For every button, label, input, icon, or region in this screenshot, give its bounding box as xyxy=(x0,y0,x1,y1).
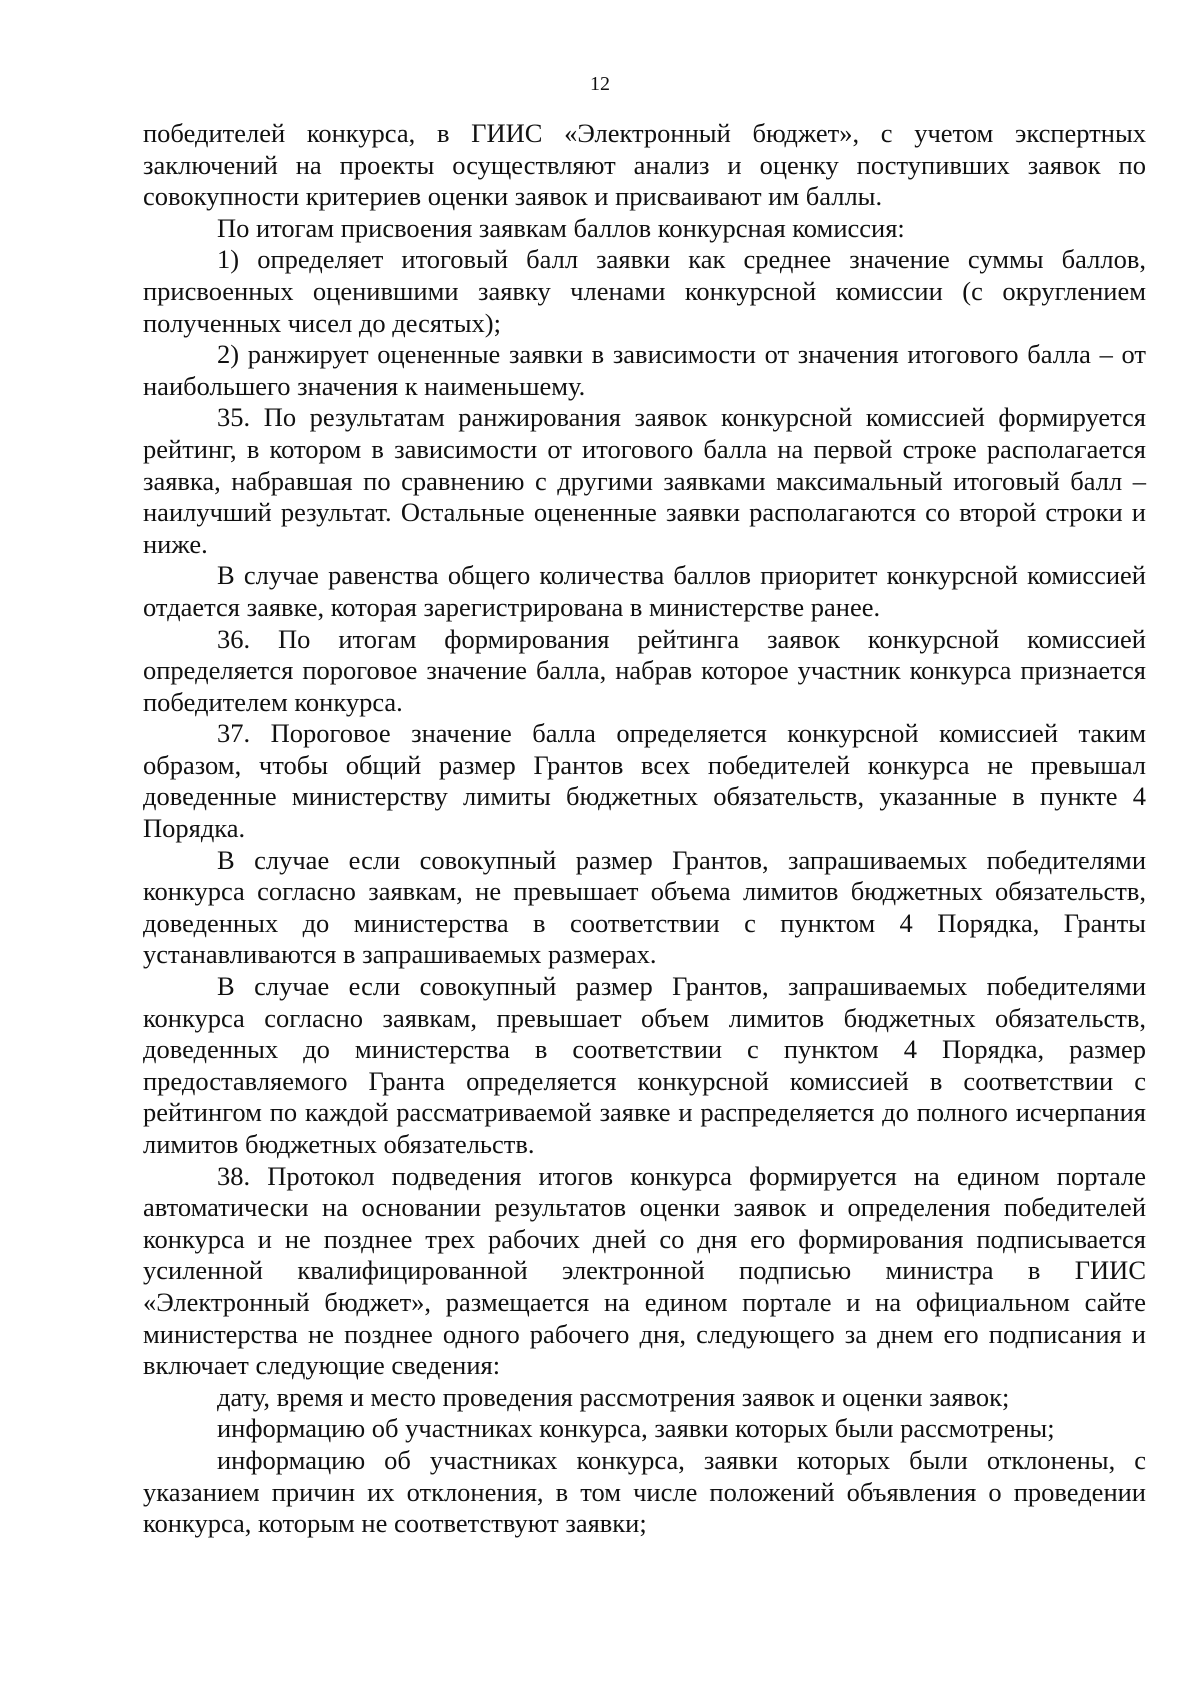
page-number: 12 xyxy=(590,73,610,95)
paragraph-continuation: победителей конкурса, в ГИИС «Электронный бюджет», с учетом экспертных заключений на проекты осуществляют анализ и оценку поступивших заявок по совокупности критериев оценки заявок и присваивают им баллы. xyxy=(143,118,1146,212)
paragraph-item-2: 2) ранжирует оцененные заявки в зависимости от значения итогового балла – от наибольшего значения к наименьшему. xyxy=(143,339,1146,401)
paragraph-commission-intro: По итогам присвоения заявкам баллов конкурсная комиссия: xyxy=(217,212,905,243)
paragraph-protocol-reviewed: информацию об участниках конкурса, заявки которых были рассмотрены; xyxy=(217,1413,1055,1444)
paragraph-protocol-date: дату, время и место проведения рассмотрения заявок и оценки заявок; xyxy=(217,1381,1010,1412)
paragraph-section-35: 35. По результатам ранжирования заявок конкурсной комиссией формируется рейтинг, в котором в зависимости от итогового балла на первой строке располагается заявка, набравшая по сравнению с другими заявками максимальный итоговый балл – наилучший результат. Остальные оцененные заявки располагаются со второй строки и ниже. xyxy=(143,402,1146,559)
paragraph-grants-exceed-limits: В случае если совокупный размер Грантов, запрашиваемых победителями конкурса согласно заявкам, превышает объем лимитов бюджетных обязательств, доведенных до министерства в соответствии с пунктом 4 Порядка, размер предоставляемого Гранта определяется конкурсной комиссией в соответствии с рейтингом по каждой рассматриваемой заявке и распределяется до полного исчерпания лимитов бюджетных обязательств. xyxy=(143,971,1146,1159)
paragraph-grants-within-limits: В случае если совокупный размер Грантов, запрашиваемых победителями конкурса согласно заявкам, не превышает объема лимитов бюджетных обязательств, доведенных до министерства в соответствии с пунктом 4 Порядка, Гранты устанавливаются в запрашиваемых размерах. xyxy=(143,844,1146,970)
paragraph-section-36: 36. По итогам формирования рейтинга заявок конкурсной комиссией определяется пороговое значение балла, набрав которое участник конкурса признается победителем конкурса. xyxy=(143,623,1146,717)
paragraph-protocol-rejected: информацию об участниках конкурса, заявки которых были отклонены, с указанием причин их отклонения, в том числе положений объявления о проведении конкурса, которым не соответствуют заявки; xyxy=(143,1444,1146,1539)
document-body xyxy=(143,118,1146,1540)
paragraph-item-1: 1) определяет итоговый балл заявки как среднее значение суммы баллов, присвоенных оценившими заявку членами конкурсной комиссии (с округлением полученных чисел до десятых); xyxy=(143,244,1146,338)
paragraph-section-38: 38. Протокол подведения итогов конкурса формируется на едином портале автоматически на основании результатов оценки заявок и определения победителей конкурса и не позднее трех рабочих дней со дня его формирования подписывается усиленной квалифицированной электронной подписью министра в ГИИС «Электронный бюджет», размещается на едином портале и на официальном сайте министерства не позднее одного рабочего дня, следующего за днем его подписания и включает следующие сведения: xyxy=(143,1160,1146,1381)
paragraph-section-37: 37. Пороговое значение балла определяется конкурсной комиссией таким образом, чтобы общий размер Грантов всех победителей конкурса не превышал доведенные министерству лимиты бюджетных обязательств, указанные в пункте 4 Порядка. xyxy=(143,718,1146,844)
paragraph-equal-score: В случае равенства общего количества баллов приоритет конкурсной комиссией отдается заявке, которая зарегистрирована в министерстве ранее. xyxy=(143,560,1146,622)
